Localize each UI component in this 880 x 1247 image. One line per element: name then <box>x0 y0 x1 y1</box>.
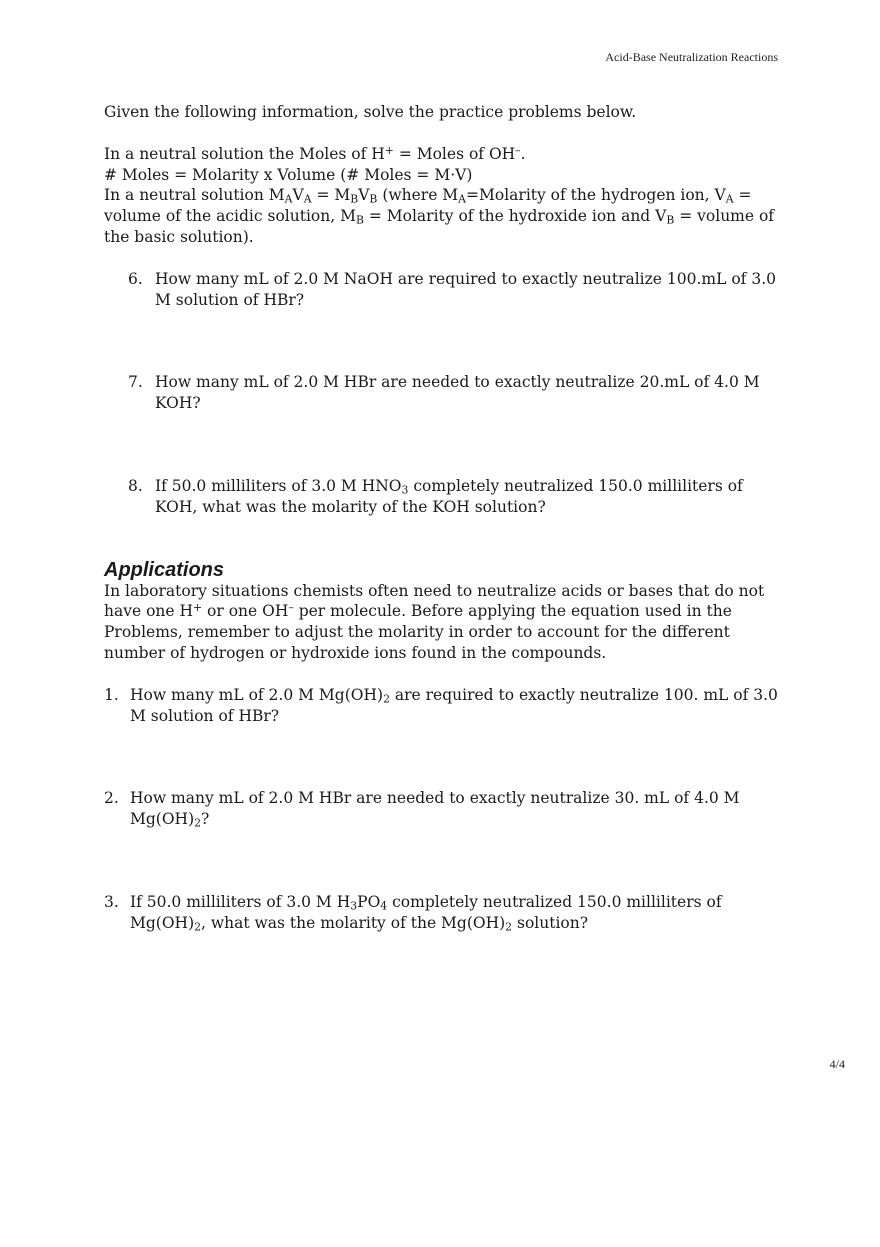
problem-7: 7. How many mL of 2.0 M HBr are needed to exactly neutralize 20.mL of 4.0 M KOH? <box>128 373 760 413</box>
problem-8: 8. If 50.0 milliliters of 3.0 M $HNO_3$ completely neutralized 150.0 milliliters of KOH, what was the molarity of the KOH solution? <box>128 476 743 516</box>
running-header: Acid-Base Neutralization Reactions <box>605 50 778 64</box>
application-problem-2: 2. How many mL of 2.0 M HBr are needed to exactly neutralize 30. mL of 4.0 M $Mg(OH)_2$? <box>104 789 740 830</box>
applications-paragraph: In laboratory situations chemists often need to neutralize acids or bases that do not have one H+ or one OH– per molecule. Before applying the equation used in the Problems, remember to adjust the molarity in order to account for the different number of hydrogen or hydroxide ions found in the compounds. <box>104 581 765 662</box>
neutral-equation: In a neutral solution $M_AV_A = M_BV_B$ (where $M_A=Molarity$ of the hydrogen ion, $V_A$ = volume of the acidic solution, $M_B$ = Molarity of the hydroxide ion and $V_B$ = volume of the basic solution). <box>104 186 775 246</box>
formula-block <box>104 144 784 248</box>
page-number: 4/4 <box>829 1057 845 1071</box>
application-problems <box>104 685 784 934</box>
practice-problems <box>104 269 784 518</box>
applications-heading: Applications <box>104 558 225 581</box>
application-problem-1: 1. How many mL of 2.0 M $Mg(OH)_2$ are required to exactly neutralize 100. mL of 3.0 M solution of HBr? <box>104 685 778 725</box>
moles-formula: # Moles = Molarity x Volume (# Moles = M·V) <box>104 165 473 184</box>
neutral-definition: In a neutral solution the Moles of H+ = Moles of OH–. <box>104 143 526 163</box>
page-content <box>104 102 784 934</box>
instructions-text: Given the following information, solve the practice problems below. <box>104 103 637 121</box>
intro-instructions <box>104 102 784 123</box>
application-problem-3: 3. If 50.0 milliliters of 3.0 M $H_3PO_4$ completely neutralized 150.0 milliliters of $Mg(OH)_2$, what was the molarity of the $Mg(OH)_2$ solution? <box>104 892 722 934</box>
problem-6: 6. How many mL of 2.0 M NaOH are required to exactly neutralize 100.mL of 3.0 M solution of HBr? <box>128 269 776 309</box>
